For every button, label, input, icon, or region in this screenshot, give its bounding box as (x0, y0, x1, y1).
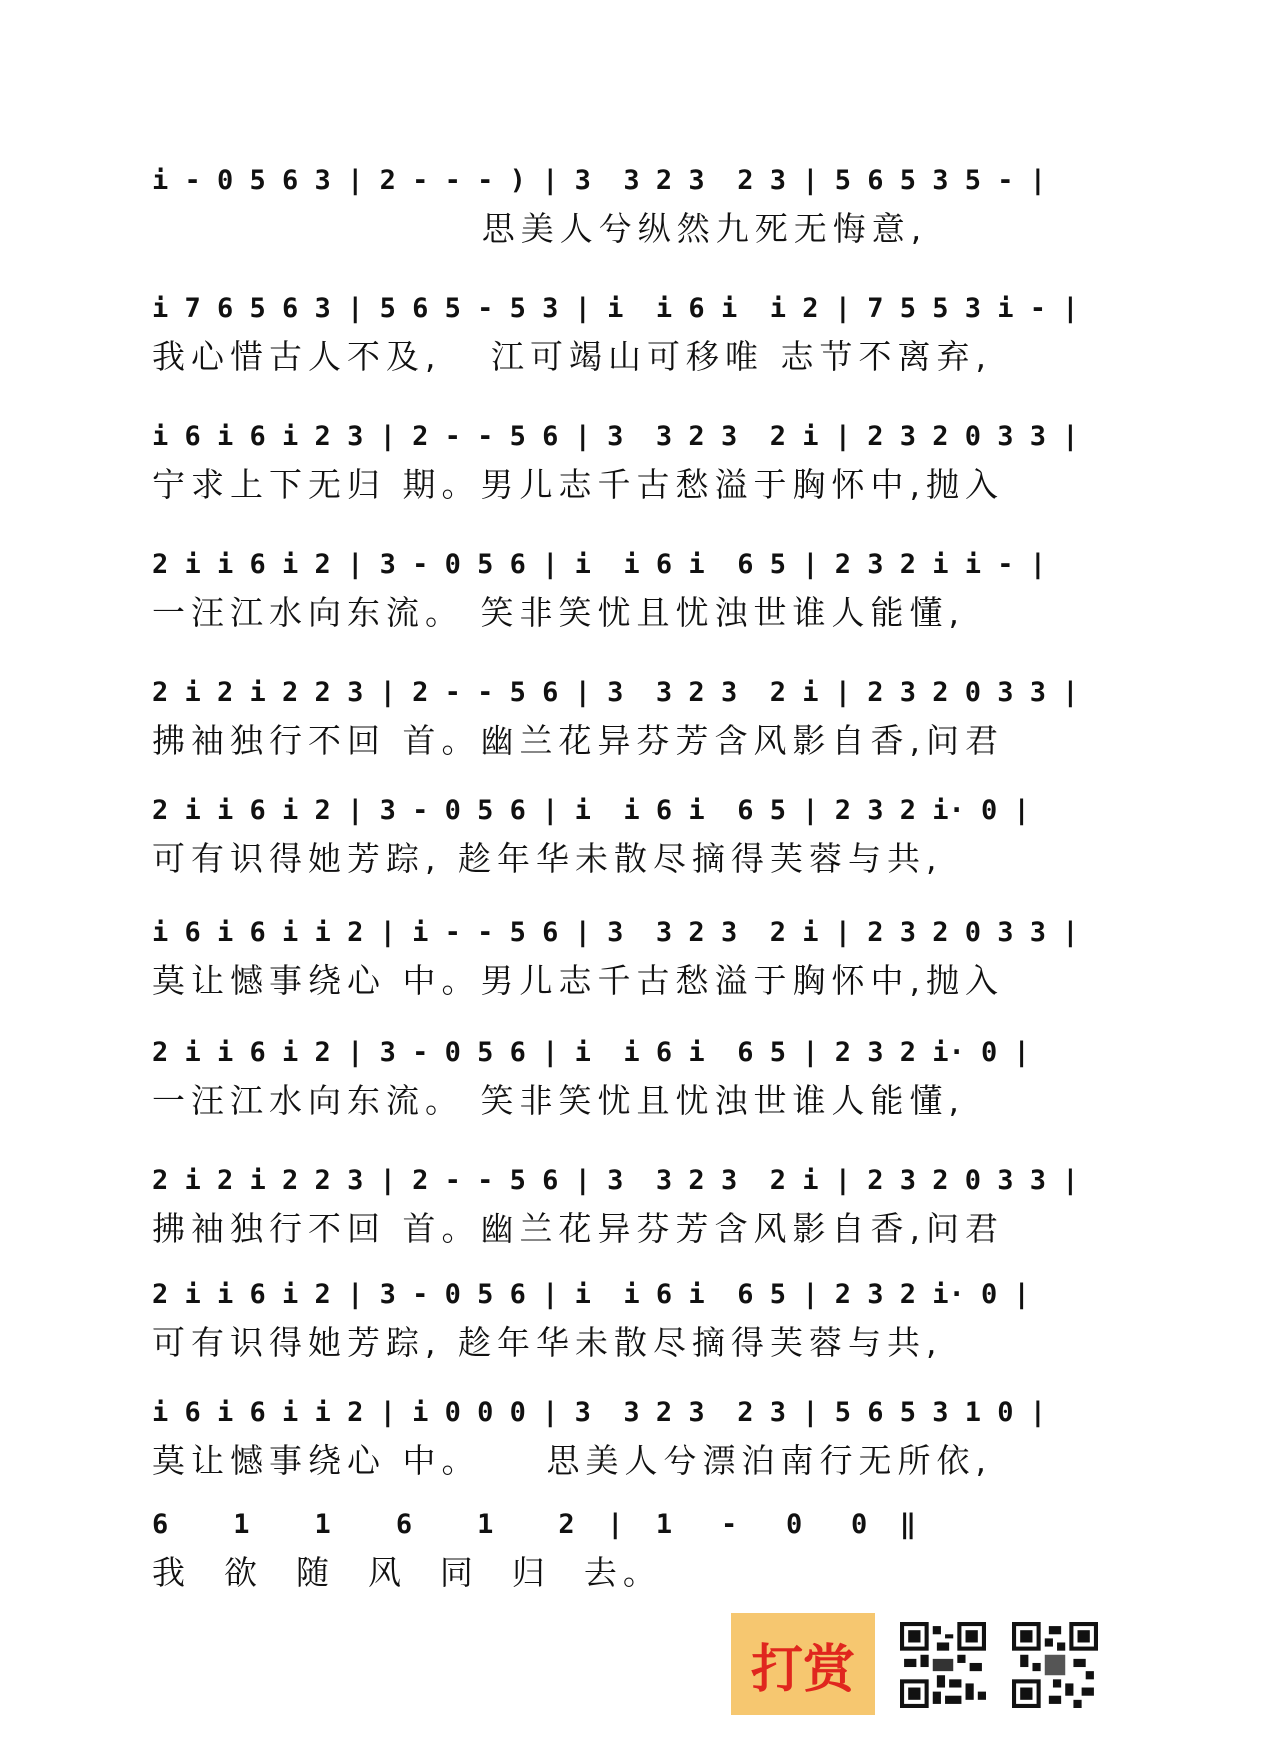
score-system-1 (152, 158, 1132, 270)
score-system-11 (152, 1390, 1132, 1502)
score-system-8 (152, 1030, 1132, 1142)
score-system-3 (152, 414, 1132, 526)
lyrics-line: 莫让憾事绕心 中。男儿志千古愁溢于胸怀中,抛入 (152, 961, 1004, 1000)
score-system-6 (152, 788, 1132, 900)
lyrics-line: 我心惜古人不及, 江可竭山可移唯 志节不离弃, (152, 337, 992, 376)
score-system-10 (152, 1272, 1132, 1384)
notation-line: i 6 i 6 i i 2 | i 0 0 0 | 3 3 2 3 2 3 | 5 6 5 3 1 0 | (152, 1397, 1047, 1428)
notation-line: 2 i i 6 i 2 | 3 - 0 5 6 | i i 6 i 6 5 | 2 3 2 i i - | (152, 549, 1047, 580)
score-system-4 (152, 542, 1132, 654)
reward-button[interactable]: 打赏 (731, 1613, 875, 1715)
notation-line: 2 i i 6 i 2 | 3 - 0 5 6 | i i 6 i 6 5 | 2 3 2 i· 0 | (152, 795, 1030, 826)
lyrics-line: 我 欲 随 风 同 归 去。 (152, 1553, 662, 1592)
score-system-7 (152, 910, 1132, 1022)
notation-line: i 6 i 6 i i 2 | i - - 5 6 | 3 3 2 3 2 i | 2 3 2 0 3 3 | (152, 917, 1079, 948)
notation-line: 2 i 2 i 2 2 3 | 2 - - 5 6 | 3 3 2 3 2 i | 2 3 2 0 3 3 | (152, 1165, 1079, 1196)
lyrics-line: 拂袖独行不回 首。幽兰花异芬芳含风影自香,问君 (152, 721, 1004, 760)
qr-code-icon (1012, 1622, 1098, 1708)
lyrics-line: 思美人兮纵然九死无悔意, (152, 209, 928, 248)
notation-line: 6 1 1 6 1 2 | 1 - 0 0 ‖ (152, 1509, 917, 1540)
notation-line: i 7 6 5 6 3 | 5 6 5 - 5 3 | i i 6 i i 2 | 7 5 5 3 i - | (152, 293, 1079, 324)
lyrics-line: 宁求上下无归 期。男儿志千古愁溢于胸怀中,抛入 (152, 465, 1004, 504)
lyrics-line: 可有识得她芳踪, 趁年华未散尽摘得芙蓉与共, (152, 839, 943, 878)
notation-line: 2 i i 6 i 2 | 3 - 0 5 6 | i i 6 i 6 5 | 2 3 2 i· 0 | (152, 1037, 1030, 1068)
notation-line: 2 i i 6 i 2 | 3 - 0 5 6 | i i 6 i 6 5 | 2 3 2 i· 0 | (152, 1279, 1030, 1310)
score-system-12 (152, 1502, 1132, 1614)
lyrics-line: 一汪江水向东流。 笑非笑忧且忧浊世谁人能懂, (152, 593, 965, 632)
notation-line: 2 i 2 i 2 2 3 | 2 - - 5 6 | 3 3 2 3 2 i | 2 3 2 0 3 3 | (152, 677, 1079, 708)
lyrics-line: 一汪江水向东流。 笑非笑忧且忧浊世谁人能懂, (152, 1081, 965, 1120)
notation-line: i - 0 5 6 3 | 2 - - - ) | 3 3 2 3 2 3 | 5 6 5 3 5 - | (152, 165, 1047, 196)
score-system-2 (152, 286, 1132, 398)
notation-line: i 6 i 6 i 2 3 | 2 - - 5 6 | 3 3 2 3 2 i | 2 3 2 0 3 3 | (152, 421, 1079, 452)
score-system-5 (152, 670, 1132, 782)
lyrics-line: 可有识得她芳踪, 趁年华未散尽摘得芙蓉与共, (152, 1323, 943, 1362)
lyrics-line: 拂袖独行不回 首。幽兰花异芬芳含风影自香,问君 (152, 1209, 1004, 1248)
lyrics-line: 莫让憾事绕心 中。 思美人兮漂泊南行无所依, (152, 1441, 992, 1480)
score-system-9 (152, 1158, 1132, 1270)
qr-code-icon (900, 1622, 986, 1708)
